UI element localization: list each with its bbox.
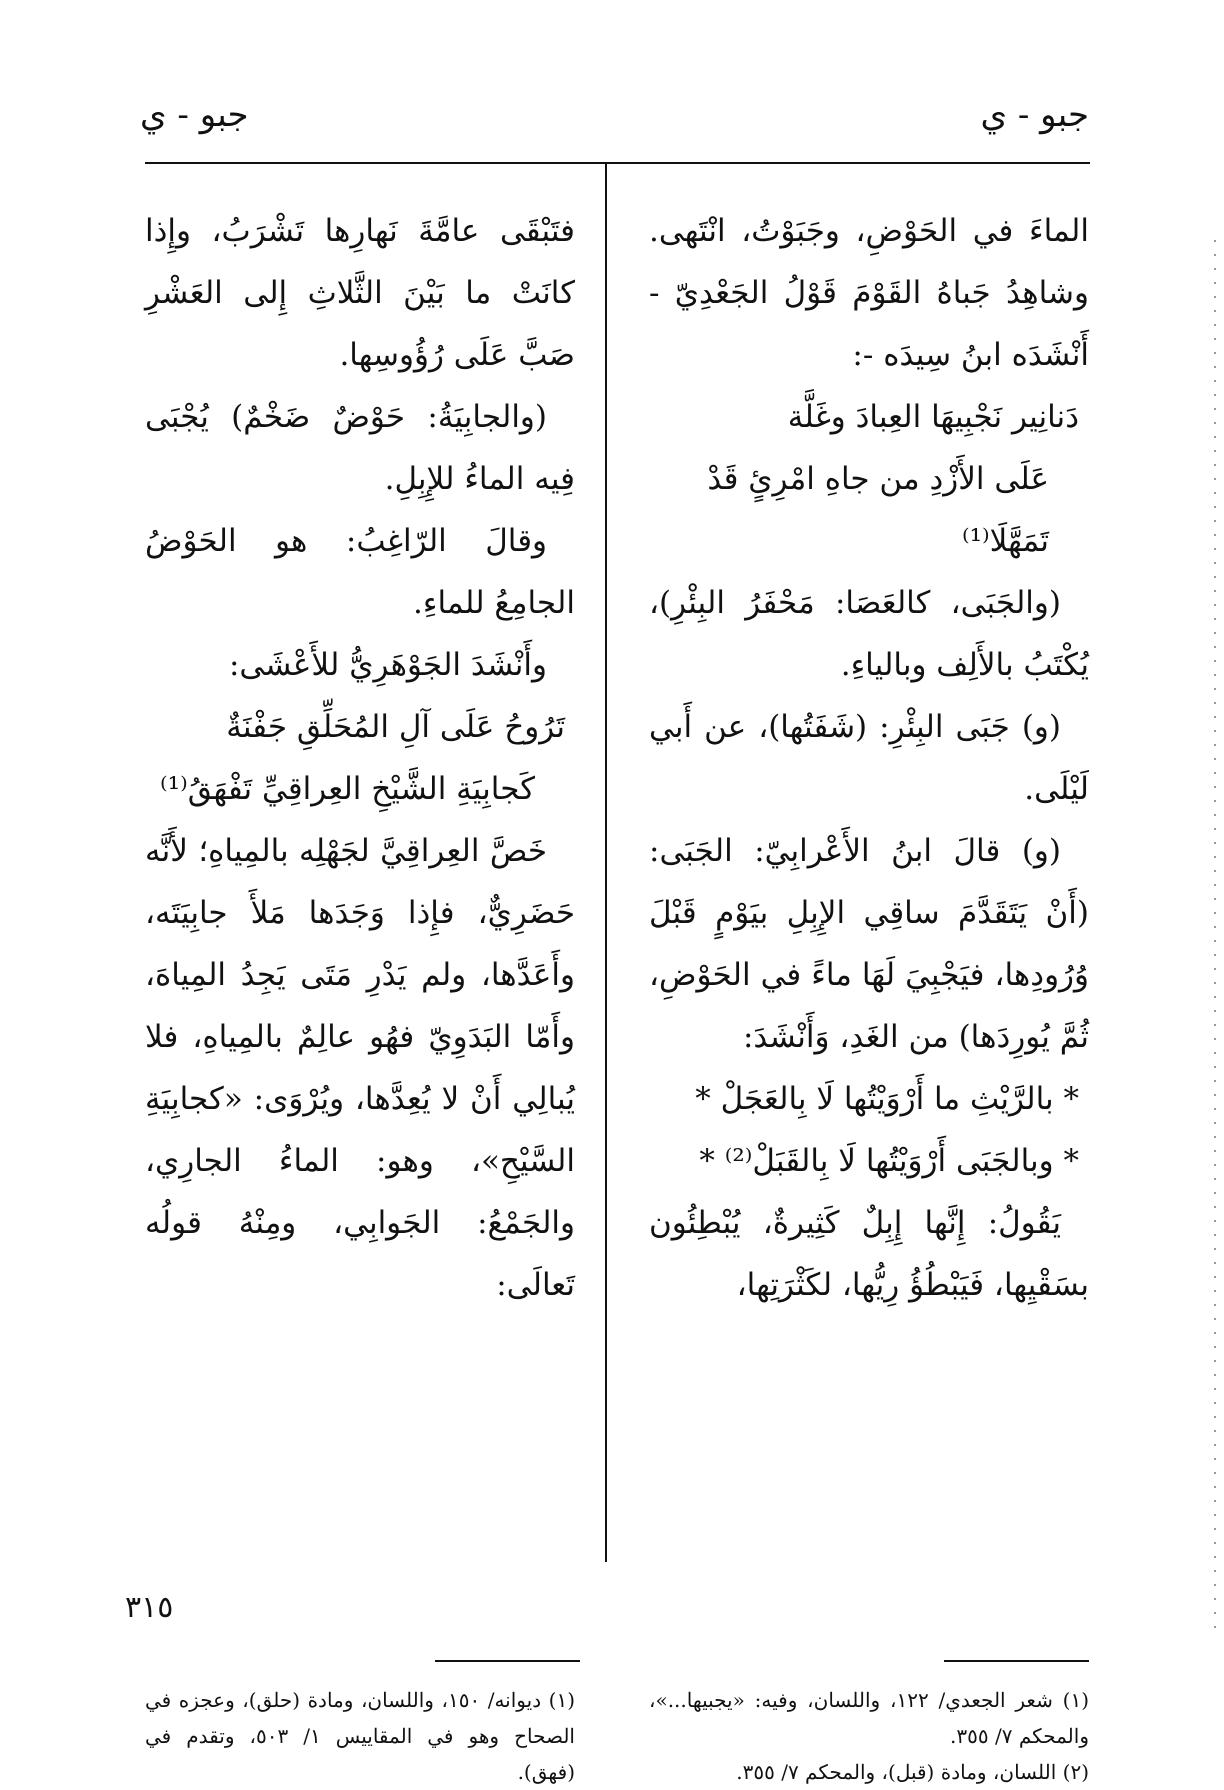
footnote: (٢) اللسان، ومادة (قبل)، والمحكم ٧/ ٣٥٥. <box>736 1760 1089 1784</box>
header-rule <box>145 162 1090 164</box>
footnotes-right <box>649 1682 1089 1790</box>
footnotes-left <box>145 1682 575 1790</box>
verse-line: دَنانِير نَجْبِيهَا العِبادَ وغَلَّة <box>787 399 1079 435</box>
verse-line: تَرُوحُ عَلَى آلِ المُحَلِّقِ جَفْنَةٌ <box>226 709 565 745</box>
scan-edge-marks <box>1214 240 1216 1640</box>
paragraph: وأَنْشَدَ الجَوْهَرِيُّ للأَعْشَى: <box>228 647 547 683</box>
paragraph: الماءَ في الحَوْضِ، وجَبَوْتُ، انْتَهى. وشاهِدُ جَباهُ القَوْمَ قَوْلُ الجَعْدِيّ - أَنْشَدَه ابنُ سِيدَه -: <box>649 213 1089 373</box>
paragraph: يَقُولُ: إِنَّها إِبِلٌ كَثِيرةٌ، يُبْطِئُون بسَقْيِها، فَيَبْطُؤُ رِيُّها، لكَثْرَتِها، <box>649 1205 1089 1303</box>
running-header-left: جبو - ي <box>140 95 249 135</box>
page-number: ٣١٥ <box>125 1590 174 1625</box>
footnote: (١) ديوانه/ ١٥٠، واللسان، ومادة (حلق)، وعجزه في الصحاح وهو في المقاييس ١/ ٥٠٣، وتقدم في (فهق). <box>145 1688 576 1784</box>
paragraph: فتَبْقَى عامَّةَ نَهارِها تَشْرَبُ، وإِذا كانَتْ ما بَيْنَ الثَّلاثِ إِلى العَشْرِ صَبَّ عَلَى رُؤُوسِها. <box>145 213 575 373</box>
verse-line: عَلَى الأَزْدِ من جاهِ امْرِئٍ قَدْ تَمَهَّلَا⁽¹⁾ <box>707 461 1049 559</box>
footnote: (١) شعر الجعدي/ ١٢٢، واللسان، وفيه: «يجبيها...»، والمحكم ٧/ ٣٥٥. <box>649 1688 1090 1748</box>
right-column <box>649 200 1089 1316</box>
verse-line: * وبالجَبَى أَرْوَيْتُها لَا بِالقَبَلْ⁽²⁾ * <box>699 1143 1079 1179</box>
verse-line: * بالرَّيْثِ ما أَرْوَيْتُها لَا بِالعَجَلْ * <box>695 1081 1079 1117</box>
verse-line: كَجابِيَةِ الشَّيْخِ العِراقِيِّ تَفْهَقُ⁽¹⁾ <box>160 771 535 807</box>
footnote-rule-left <box>435 1660 580 1662</box>
paragraph: وقالَ الرّاغِبُ: هو الحَوْضُ الجامِعُ للماءِ. <box>145 523 575 621</box>
paragraph: (والجابِيَةُ: حَوْضٌ ضَخْمٌ) يُجْبَى فِيه الماءُ للإِبِلِ. <box>145 399 575 497</box>
left-column <box>145 200 575 1316</box>
paragraph: خَصَّ العِراقِيَّ لجَهْلِه بالمِياهِ؛ لأَنَّه حَضَرِيٌّ، فإِذا وَجَدَها مَلأَ جابِيَتَه، وأَعَدَّها، ولم يَدْرِ مَتَى يَجِدُ المِياهَ، وأَمّا البَدَوِيّ فهُو عالِمٌ بالمِياهِ، فلا يُبالِي أَنْ لا يُعِدَّها، ويُرْوَى: «كجابِيَةِ السَّيْحِ»، وهو: الماءُ الجارِي، والجَمْعُ: الجَوابِي، ومِنْهُ قولُه تَعالَى: <box>145 833 575 1303</box>
column-divider <box>605 162 607 1562</box>
paragraph: (و) جَبَى البِئْرِ: (شَفَتُها)، عن أَبي لَيْلَى. <box>649 709 1089 807</box>
running-header-right: جبو - ي <box>980 95 1089 135</box>
footnote-rule-right <box>944 1660 1089 1662</box>
paragraph: (والجَبَى، كالعَصَا: مَحْفَرُ البِئْرِ)، يُكْتَبُ بالأَلِف وبالياءِ. <box>649 585 1089 683</box>
paragraph: (و) قالَ ابنُ الأَعْرابِيّ: الجَبَى: (أَنْ يَتَقَدَّمَ ساقِي الإِبِلِ بيَوْمٍ قَبْلَ وُرُودِها، فيَجْبِيَ لَهَا ماءً في الحَوْضِ، ثُمَّ يُورِدَها) من الغَدِ، وَأَنْشَدَ: <box>649 833 1089 1055</box>
